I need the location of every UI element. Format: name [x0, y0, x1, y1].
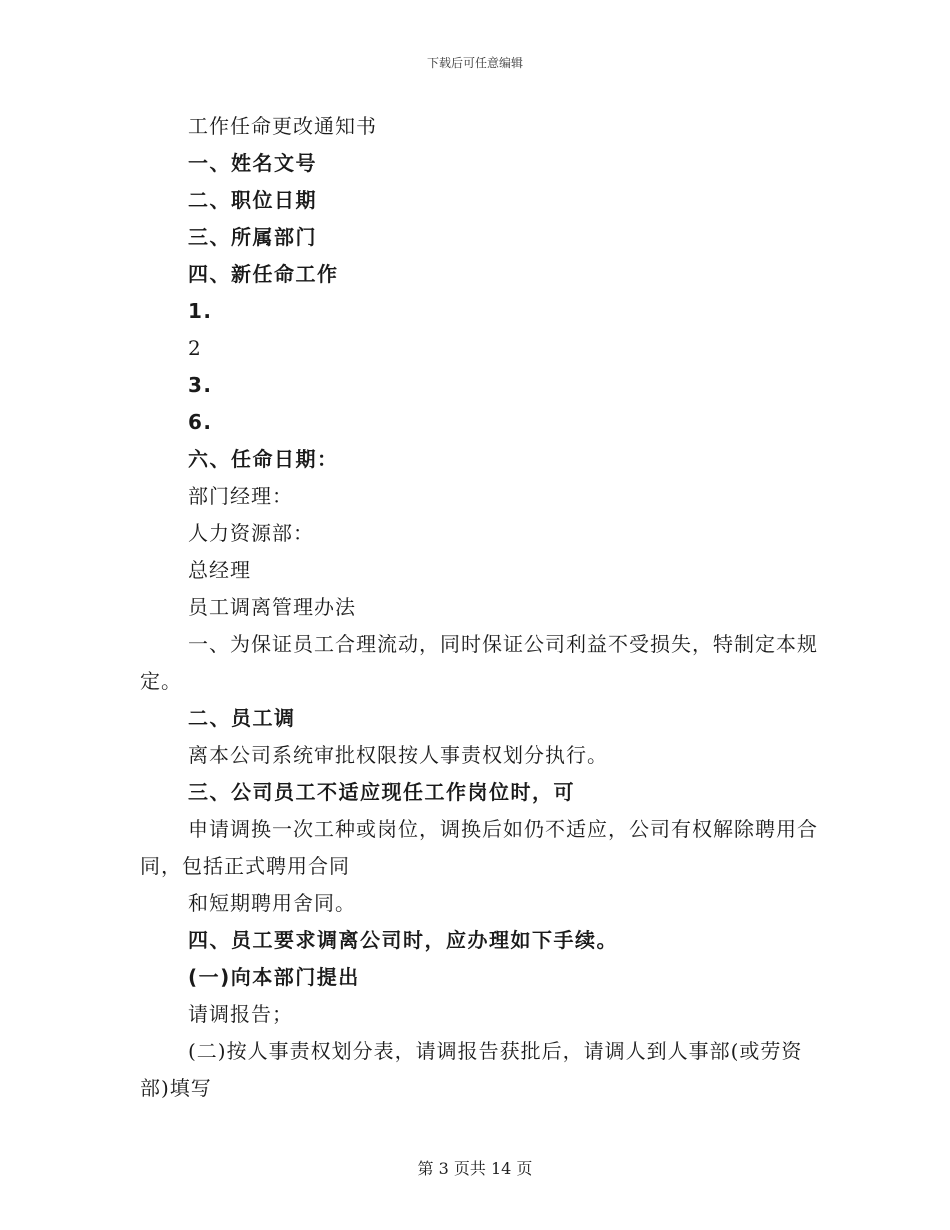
paragraph: (二)按人事责权划分表，请调报告获批后，请调人到人事部(或劳资部)填写: [140, 1039, 803, 1100]
signature-line: 总经理: [188, 558, 251, 582]
doc-subtitle: 员工调离管理办法: [188, 595, 356, 619]
document-body: [140, 108, 820, 1107]
signature-line: 人力资源部：: [188, 521, 314, 545]
paragraph: 离本公司系统审批权限按人事责权划分执行。: [188, 743, 608, 767]
doc-title: 工作任命更改通知书: [188, 114, 377, 138]
section-heading: 六、任命日期：: [188, 447, 339, 471]
paragraph: 和短期聘用舍同。: [188, 891, 356, 915]
section-heading: 二、职位日期: [188, 188, 317, 212]
paragraph: 一、为保证员工合理流动，同时保证公司利益不受损失，特制定本规定。: [140, 632, 818, 693]
paragraph: 申请调换一次工种或岗位，调换后如仍不适应，公司有权解除聘用合同，包括正式聘用合同: [140, 817, 818, 878]
section-heading: 一、姓名文号: [188, 151, 317, 175]
signature-line: 部门经理：: [188, 484, 293, 508]
section-heading: 三、所属部门: [188, 225, 317, 249]
list-number: 1.: [188, 299, 213, 323]
list-number: 2: [188, 336, 202, 360]
sub-heading: (一)向本部门提出: [188, 965, 360, 989]
section-heading: 四、新任命工作: [188, 262, 339, 286]
paragraph: 请调报告；: [188, 1002, 293, 1026]
list-number: 6.: [188, 410, 213, 434]
section-heading: 二、员工调: [188, 706, 296, 730]
page-footer: 第 3 页共 14 页: [417, 1159, 533, 1178]
page-header: 下载后可任意编辑: [426, 56, 523, 70]
list-number: 3.: [188, 373, 213, 397]
section-heading: 四、员工要求调离公司时，应办理如下手续。: [188, 928, 618, 952]
section-heading: 三、公司员工不适应现任工作岗位时，可: [188, 780, 575, 804]
